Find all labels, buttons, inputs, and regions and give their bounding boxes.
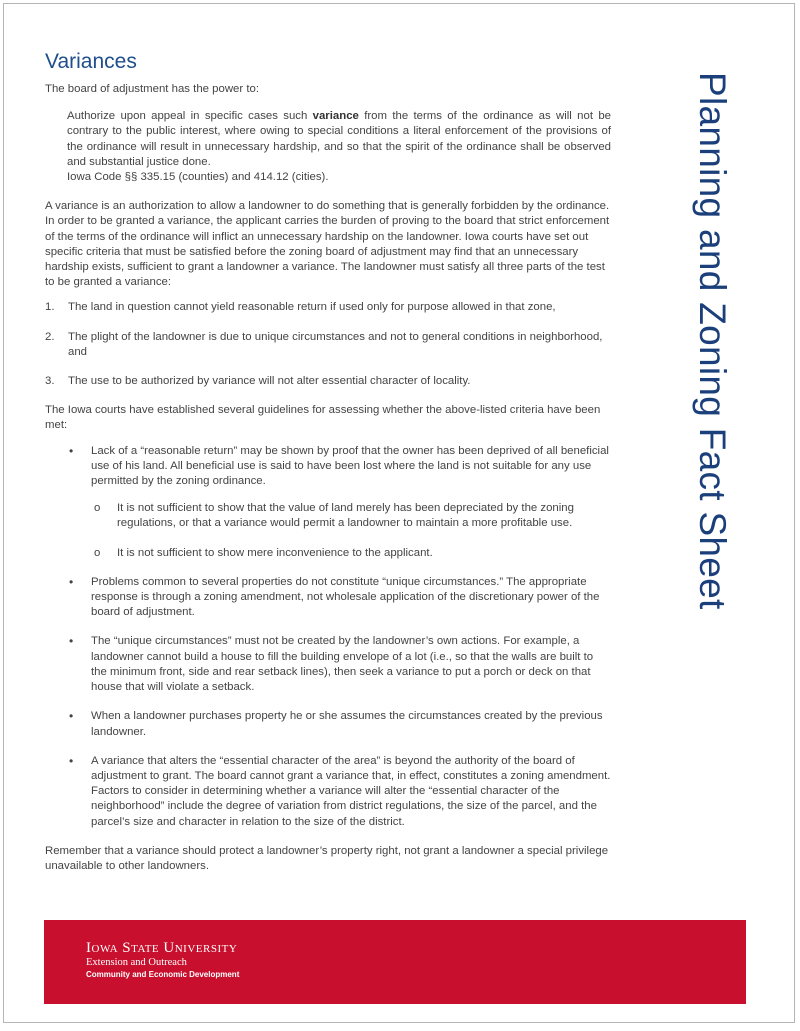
- hollow-bullet-icon: o: [94, 546, 101, 559]
- isu-logo: [86, 940, 239, 981]
- list-number: 1.: [45, 301, 55, 314]
- fact-sheet-page: [3, 3, 795, 1023]
- intro-text: The board of adjustment has the power to:: [45, 83, 260, 95]
- vertical-sheet-title: Planning and Zoning Fact Sheet: [692, 72, 733, 610]
- list-number: 3.: [45, 375, 55, 388]
- criteria-list: [45, 300, 611, 389]
- list-item: 1. The land in question cannot yield reasonable return if used only for purpose allowed in that zone,: [45, 300, 611, 315]
- bullet-icon: •: [69, 574, 74, 589]
- university-name: Iowa State University: [86, 940, 238, 956]
- list-item: 3. The use to be authorized by variance will not alter essential character of locality.: [45, 374, 611, 389]
- sub-list-item: o It is not sufficient to show mere inconvenience to the applicant.: [91, 546, 611, 561]
- guidelines-intro: The Iowa courts have established several guidelines for assessing whether the above-listed criteria have been met:: [45, 404, 601, 432]
- list-number: 2.: [45, 330, 55, 343]
- bullet-icon: •: [69, 443, 74, 458]
- list-item: • When a landowner purchases property he or she assumes the circumstances created by the previous landowner.: [69, 709, 603, 738]
- footer-banner: [44, 920, 746, 1004]
- list-item: • A variance that alters the “essential character of the area” is beyond the authority of the board of adjustment to grant. The board cannot grant a variance that, in effect, constitutes a zoning amendment. Factors to consider in determining whether a variance will alter the “essential character of the neighborhood” include the degree of variation from district regulations, the size of the parcel, and the parcel’s size and character in relation to the size of the district.: [69, 753, 611, 828]
- bullet-icon: •: [69, 753, 74, 768]
- closing-remark: Remember that a variance should protect a landowner’s property right, not grant a landowner a special privilege unavailable to other landowners.: [45, 844, 609, 872]
- bullet-icon: •: [69, 634, 74, 649]
- list-item: 2. The plight of the landowner is due to unique circumstances and not to general conditions in neighborhood, and: [45, 330, 603, 358]
- list-item: • The “unique circumstances” must not be created by the landowner’s own actions. For example, a landowner cannot build a house to fill the building envelope of a lot (i.e., so that the walls are built to the minimum front, side and rear setback lines), then seek a variance to put a porch or deck on that house that will violate a setback.: [69, 634, 594, 694]
- bullet-icon: •: [69, 709, 74, 724]
- code-citation: Iowa Code §§ 335.15 (counties) and 414.12 (cities).: [67, 171, 329, 184]
- section-title: Variances: [45, 50, 137, 73]
- variance-explanation: A variance is an authorization to allow a landowner to do something that is generally forbidden by the ordinance. In order to be granted a variance, the applicant carries the burden of proving to the board that strict enforcement of the terms of the ordinance will inflict an unnecessary hardship on the landowner. Iowa courts have set out specific criteria that must be satisfied before the zoning board of adjustment may find that an unnecessary hardship exists, sufficient to grant a landowner a variance. The landowner must satisfy all three parts of the test to be granted a variance:: [45, 200, 610, 289]
- sub-list: [91, 501, 611, 561]
- sub-list-item: o It is not sufficient to show that the value of land merely has been depreciated by the zoning regulations, or that a variance would permit a landowner to maintain a more profitable use.: [94, 502, 574, 530]
- list-item: • Problems common to several properties do not constitute “unique circumstances.” The appropriate response is through a zoning amendment, not wholesale application of the discretionary power of the board of adjustment.: [69, 574, 600, 619]
- hollow-bullet-icon: o: [94, 502, 101, 515]
- main-content: [45, 50, 611, 884]
- guidelines-list: [45, 444, 611, 830]
- list-item: • Lack of a “reasonable return” may be shown by proof that the owner has been deprived of all beneficial use of his land. All beneficial use is said to have been lost where the land is not suitable for any use permitted by the zoning ordinance. o It is not sufficient to show that the value of land merely has been depreciated by the zoning regulations, or that a variance would permit a landowner to maintain a more profitable use. o It is not sufficient to show mere inconvenience to the applicant.: [67, 444, 611, 561]
- extension-name: Extension and Outreach: [86, 957, 187, 968]
- code-quote: Authorize upon appeal in specific cases such variance from the terms of the ordinance as will not be contrary to the public interest, where owing to special conditions a literal enforcement of the provisions of the ordinance will result in unnecessary hardship, and so that the spirit of the ordinance shall be observed and substantial justice done. Iowa Code §§ 335.15 (counties) and 414.12 (cities).: [67, 110, 611, 184]
- unit-name: Community and Economic Development: [86, 970, 240, 979]
- quote-emphasis: variance: [312, 110, 359, 123]
